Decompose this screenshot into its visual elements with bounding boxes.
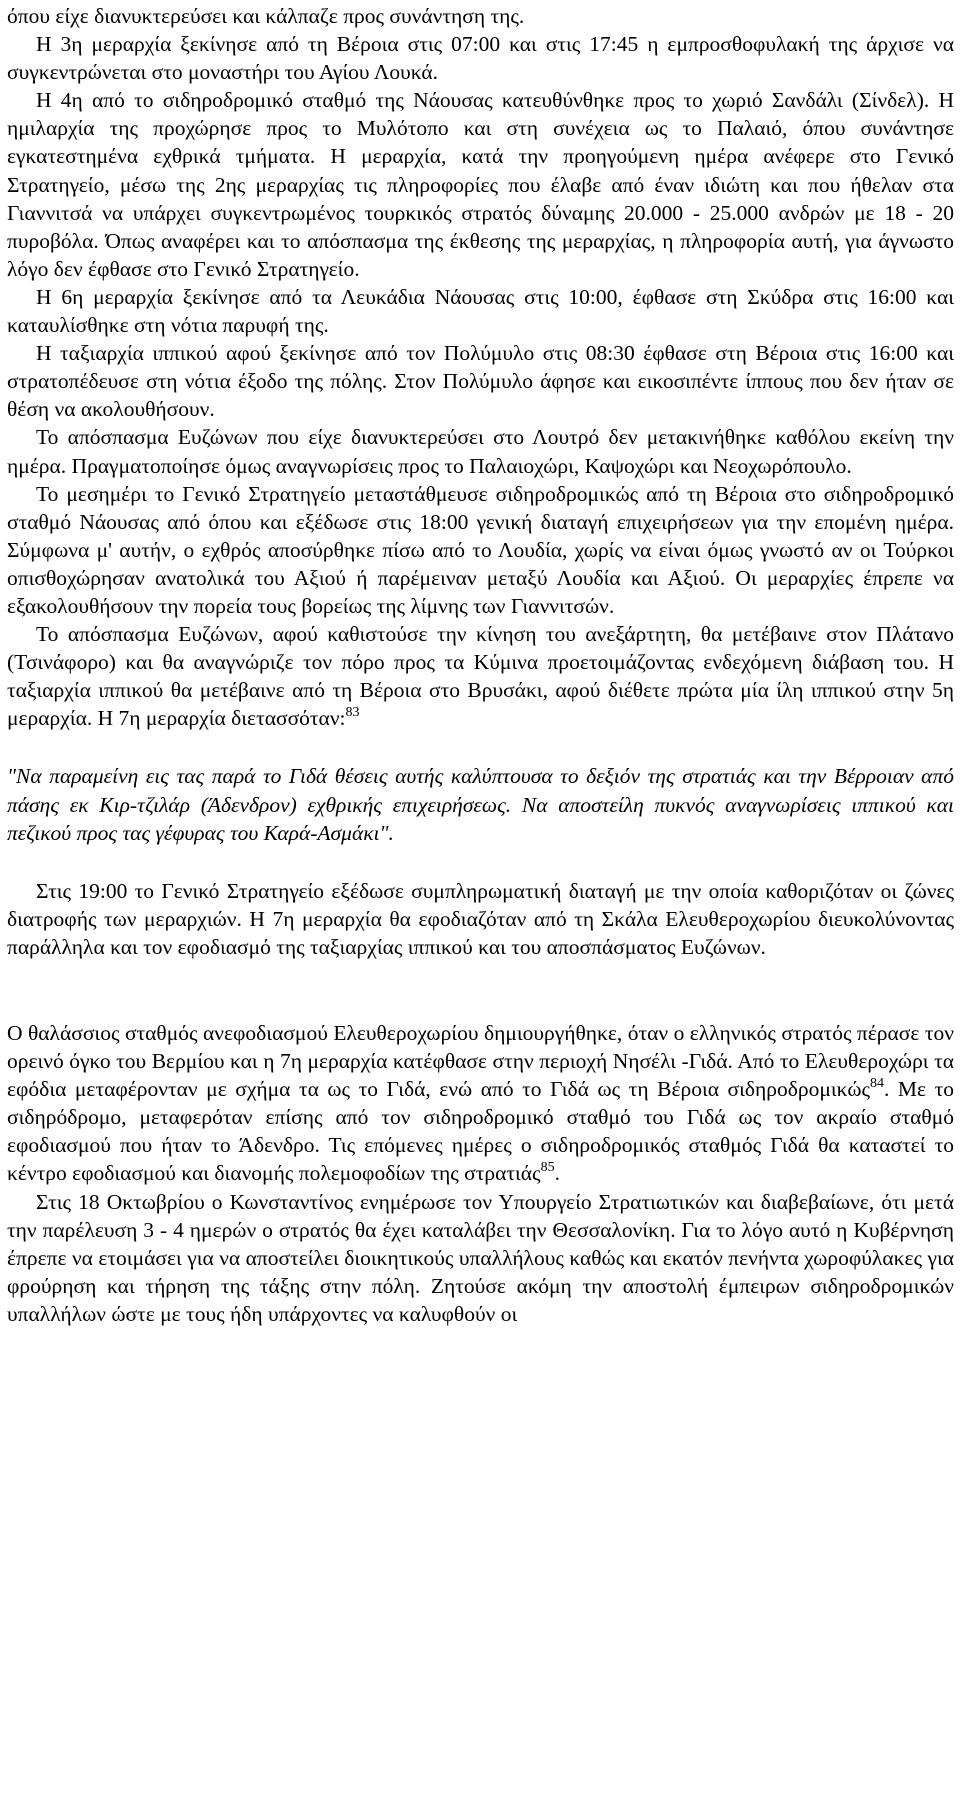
paragraph-8 [7,620,954,732]
paragraph-10-text-b: . Με το σιδηρόδρομο, μεταφερόταν επίσης από τον σιδηροδρομικό σταθμό του Γιδά ως τον ακραίο σταθμό εφοδιασμού που ήταν το Άδενδρο. Τις επόμενες ημέρες ο σιδηροδρομικός σταθμός Γιδά θα καταστεί το κέντρο εφοδιασμού και διανομής πολεμοφοδίων της στρατιάς [7,1077,954,1186]
paragraph-2: Η 3η μεραρχία ξεκίνησε από τη Βέροια στις 07:00 και στις 17:45 η εμπροσθοφυλακή της άρχισε να συγκεντρώνεται στο μοναστήρι του Αγίου Λουκά. [7,32,954,85]
paragraph-10 [7,1019,954,1188]
footnote-ref-83: 83 [345,705,360,721]
footnote-ref-85: 85 [540,1160,555,1176]
footnote-ref-84: 84 [870,1076,884,1092]
quote-block: "Να παραμείνη εις τας παρά το Γιδά θέσεις αυτής καλύπτουσα το δεξιόν της στρατιάς και την Βέρροιαν από πάσης εκ Κιρ-τζιλάρ (Άδενδρον) εχθρικής επιχειρήσεως. Να αποστείλη πυκνός αναγνωρίσεις ιππικού και πεζικού προς τας γέφυρας του Καρά-Ασμάκι". [7,764,954,845]
paragraph-10-text-a: Ο θαλάσσιος σταθμός ανεφοδιασμού Ελευθεροχωρίου δημιουργήθηκε, όταν ο ελληνικός στρατός πέρασε τον ορεινό όγκο του Βερμίου και η 7η μεραρχία κατέφθασε στην περιοχή Νησέλι -Γιδά. Από το Ελευθεροχώρι τα εφόδια μεταφέρονταν με σχήμα τα ως το Γιδά, ενώ από το Γιδά ως τη Βέροια σιδηροδρομικώς [7,1021,954,1102]
paragraph-7: Το μεσημέρι το Γενικό Στρατηγείο μεταστάθμευσε σιδηροδρομικώς από τη Βέροια στο σιδηροδρομικό σταθμό Νάουσας από όπου και εξέδωσε στις 18:00 γενική διαταγή επιχειρήσεων για την επομένη ημέρα. Σύμφωνα μ' αυτήν, ο εχθρός αποσύρθηκε πίσω από το Λουδία, χωρίς να είναι όμως γνωστό αν οι Τούρκοι οπισθοχώρησαν ανατολικά του Αξιού ή παρέμειναν μεταξύ Λουδία και Αξιού. Οι μεραρχίες έπρεπε να εξακολουθήσουν την πορεία τους βορείως της λίμνης των Γιαννιτσών. [7,481,954,618]
paragraph-1: όπου είχε διανυκτερεύσει και κάλπαζε προς συνάντηση της. [7,4,525,28]
paragraph-9: Στις 19:00 το Γενικό Στρατηγείο εξέδωσε συμπληρωματική διαταγή με την οποία καθοριζόταν οι ζώνες διατροφής των μεραρχιών. Η 7η μεραρχία θα εφοδιαζόταν από τη Σκάλα Ελευθεροχωρίου διευκολύνοντας παράλληλα και τον εφοδιασμό της ταξιαρχίας ιππικού και του αποσπάσματος Ευζώνων. [7,878,954,959]
paragraph-10-text-c: . [554,1161,560,1186]
paragraph-3: Η 4η από το σιδηροδρομικό σταθμό της Νάουσας κατευθύνθηκε προς το χωριό Σανδάλι (Σίνδελ). Η ημιλαρχία της προχώρησε προς το Μυλότοπο και στη συνέχεια ως το Παλαιό, όπου συνάντησε εγκατεστημένα εχθρικά τμήματα. Η μεραρχία, κατά την προηγούμενη ημέρα ανέφερε στο Γενικό Στρατηγείο, μέσω της 2ης μεραρχίας τις πληροφορίες που έλαβε από έναν ιδιώτη και που ήθελαν στα Γιαννιτσά να υπάρχει συγκεντρωμένος τουρκικός στρατός δύναμης 20.000 - 25.000 ανδρών με 18 - 20 πυροβόλα. Όπως αναφέρει και το απόσπασμα της έκθεσης της μεραρχίας, η πληροφορία αυτή, για άγνωστο λόγο δεν έφθασε στο Γενικό Στρατηγείο. [7,88,954,281]
paragraph-6: Το απόσπασμα Ευζώνων που είχε διανυκτερεύσει στο Λουτρό δεν μετακινήθηκε καθόλου εκείνη την ημέρα. Πραγματοποίησε όμως αναγνωρίσεις προς το Παλαιοχώρι, Καψοχώρι και Νεοχωρόπουλο. [7,425,954,478]
paragraph-4: Η 6η μεραρχία ξεκίνησε από τα Λευκάδια Νάουσας στις 10:00, έφθασε στη Σκύδρα στις 16:00 και καταυλίσθηκε στη νότια παρυφή της. [7,284,954,338]
paragraph-8-text: Το απόσπασμα Ευζώνων, αφού καθιστούσε την κίνηση του ανεξάρτητη, θα μετέβαινε στον Πλάτανο (Τσινάφορο) και θα αναγνώριζε τον πόρο προς τα Κύμινα προετοιμάζοντας ενδεχόμενη διάβαση του. Η ταξιαρχία ιππικού θα μετέβαινε από τη Βέροια στο Βρυσάκι, αφού διέθετε πρώτα μία ίλη ιππικού στην 5η μεραρχία. Η 7η μεραρχία διετασσόταν: [7,622,954,731]
paragraph-11: Στις 18 Οκτωβρίου ο Κωνσταντίνος ενημέρωσε τον Υπουργείο Στρατιωτικών και διαβεβαίωνε, ότι μετά την παρέλευση 3 - 4 ημερών ο στρατός θα έχει καταλάβει την Θεσσαλονίκη. Για το λόγο αυτό η Κυβέρνηση έπρεπε να ετοιμάσει για να αποστείλει διοικητικούς υπαλλήλους καθώς και εκατόν πενήντα χωροφύλακες για φρούρηση και τήρηση της τάξης στην πόλη. Ζητούσε ακόμη την αποστολή έμπειρων σιδηροδρομικών υπαλλήλων ώστε με τους ήδη υπάρχοντες να καλυφθούν οι [7,1189,954,1326]
paragraph-5: Η ταξιαρχία ιππικού αφού ξεκίνησε από τον Πολύμυλο στις 08:30 έφθασε στη Βέροια στις 16:00 και στρατοπέδευσε στη νότια έξοδο της πόλης. Στον Πολύμυλο άφησε και εικοσιπέντε ίππους που δεν ήταν σε θέση να ακολουθήσουν. [7,341,954,422]
